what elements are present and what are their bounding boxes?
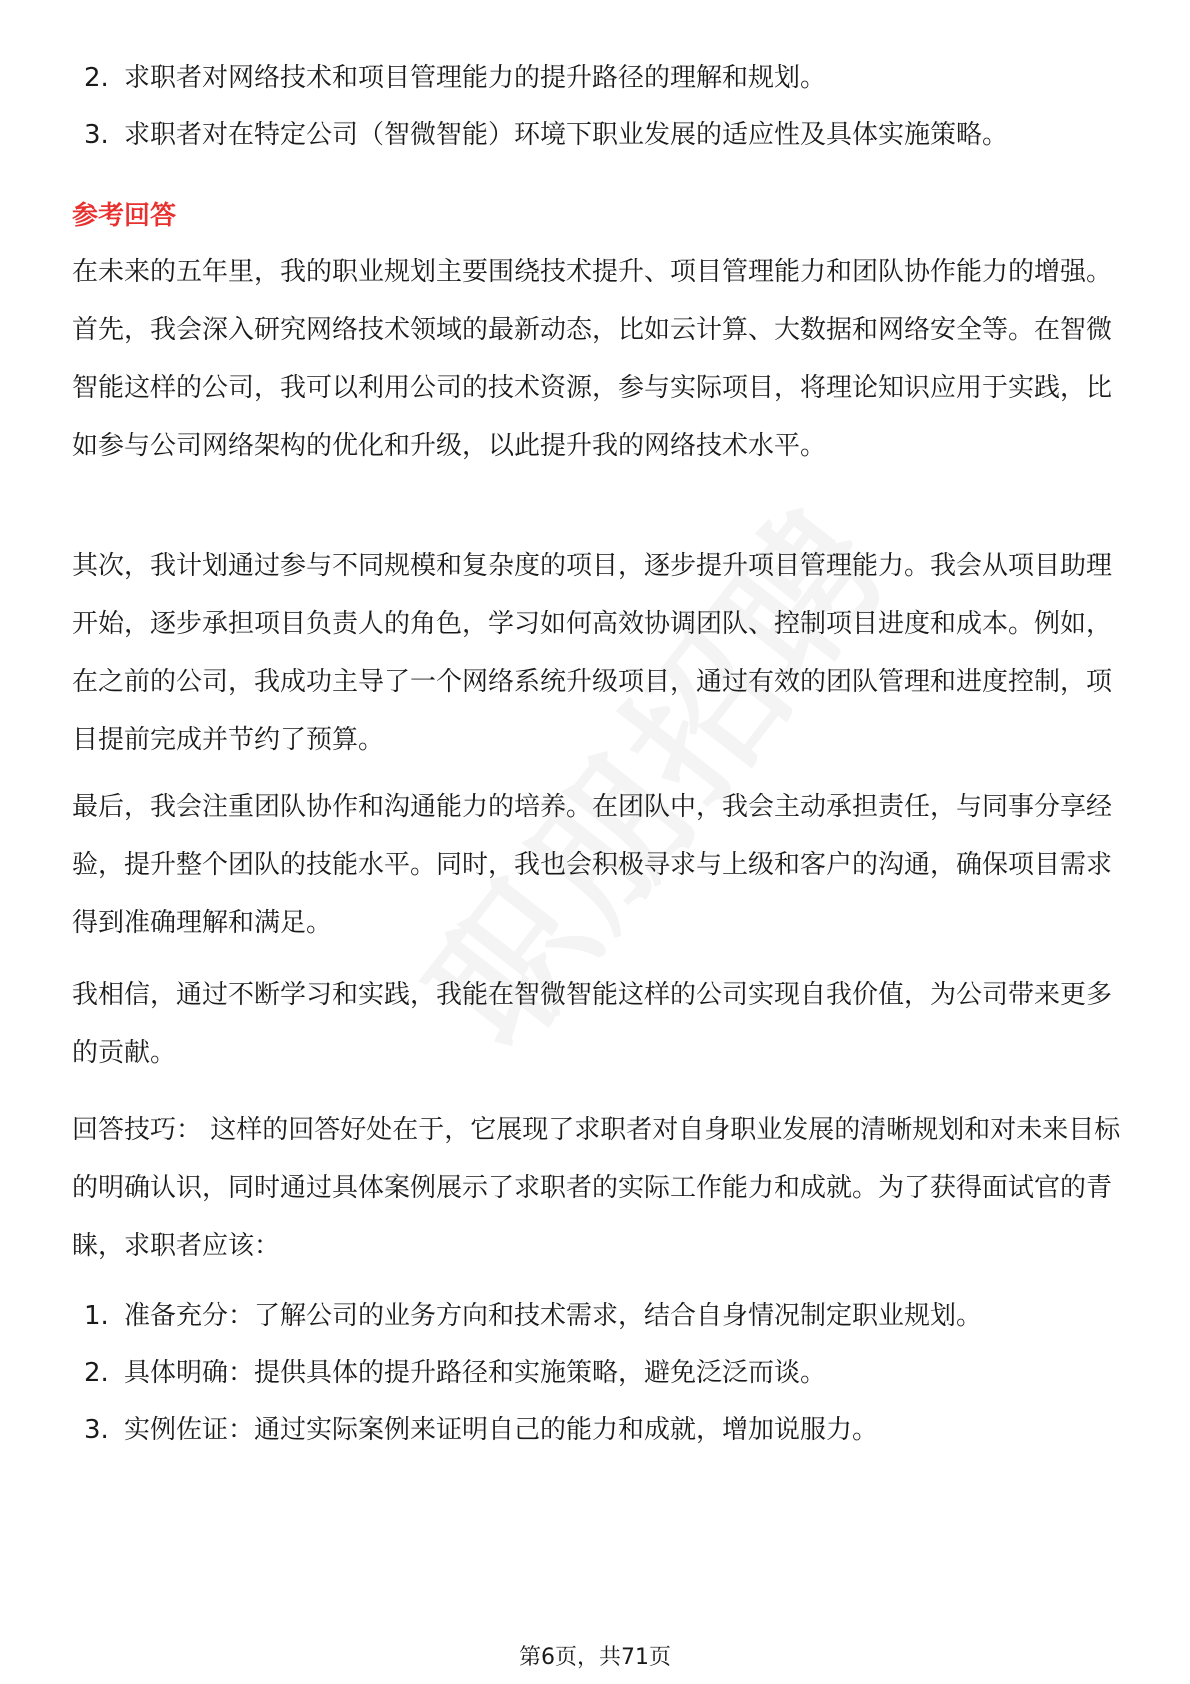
paragraph-4: 我相信，通过不断学习和实践，我能在智微智能这样的公司实现自我价值，为公司带来更多的贡献。 — [72, 980, 1113, 1068]
answer-heading: 参考回答 — [72, 201, 177, 231]
list-number: 3. — [84, 1415, 109, 1445]
page-footer: 第6页，共71页 — [519, 1645, 671, 1670]
list-text: 准备充分：了解公司的业务方向和技术需求，结合自身情况制定职业规划。 — [124, 1301, 983, 1331]
list-number: 1. — [84, 1301, 109, 1331]
paragraph-3: 最后，我会注重团队协作和沟通能力的培养。在团队中，我会主动承担责任，与同事分享经验，提升整个团队的技能水平。同时，我也会积极寻求与上级和客户的沟通，确保项目需求得到准确理解和满足。 — [72, 792, 1113, 938]
list-item — [72, 60, 1132, 117]
list-text: 实例佐证：通过实际案例来证明自己的能力和成就，增加说服力。 — [124, 1415, 879, 1445]
list-number: 2. — [84, 63, 109, 93]
answer-tips-paragraph: 回答技巧： 这样的回答好处在于，它展现了求职者对自身职业发展的清晰规划和对未来目标的明确认识，同时通过具体案例展示了求职者的实际工作能力和成就。为了获得面试官的青睐，求职者应该： — [72, 1115, 1121, 1261]
list-text: 求职者对网络技术和项目管理能力的提升路径的理解和规划。 — [124, 63, 827, 93]
tips-numbered-list — [72, 1298, 1132, 1469]
list-item — [72, 1412, 1132, 1469]
paragraph-1: 在未来的五年里，我的职业规划主要围绕技术提升、项目管理能力和团队协作能力的增强。首先，我会深入研究网络技术领域的最新动态，比如云计算、大数据和网络安全等。在智微智能这样的公司，我可以利用公司的技术资源，参与实际项目，将理论知识应用于实践，比如参与公司网络架构的优化和升级，以此提升我的网络技术水平。 — [72, 257, 1113, 461]
paragraph-2: 其次，我计划通过参与不同规模和复杂度的项目，逐步提升项目管理能力。我会从项目助理开始，逐步承担项目负责人的角色，学习如何高效协调团队、控制项目进度和成本。例如，在之前的公司，我成功主导了一个网络系统升级项目，通过有效的团队管理和进度控制，项目提前完成并节约了预算。 — [72, 551, 1113, 755]
list-item — [72, 1298, 1132, 1355]
list-text: 求职者对在特定公司（智微智能）环境下职业发展的适应性及具体实施策略。 — [124, 120, 1009, 150]
list-number: 3. — [84, 120, 109, 150]
list-item — [72, 117, 1132, 174]
top-numbered-list — [72, 60, 1132, 174]
list-text: 具体明确：提供具体的提升路径和实施策略，避免泛泛而谈。 — [124, 1358, 827, 1388]
list-item — [72, 1355, 1132, 1412]
list-number: 2. — [84, 1358, 109, 1388]
